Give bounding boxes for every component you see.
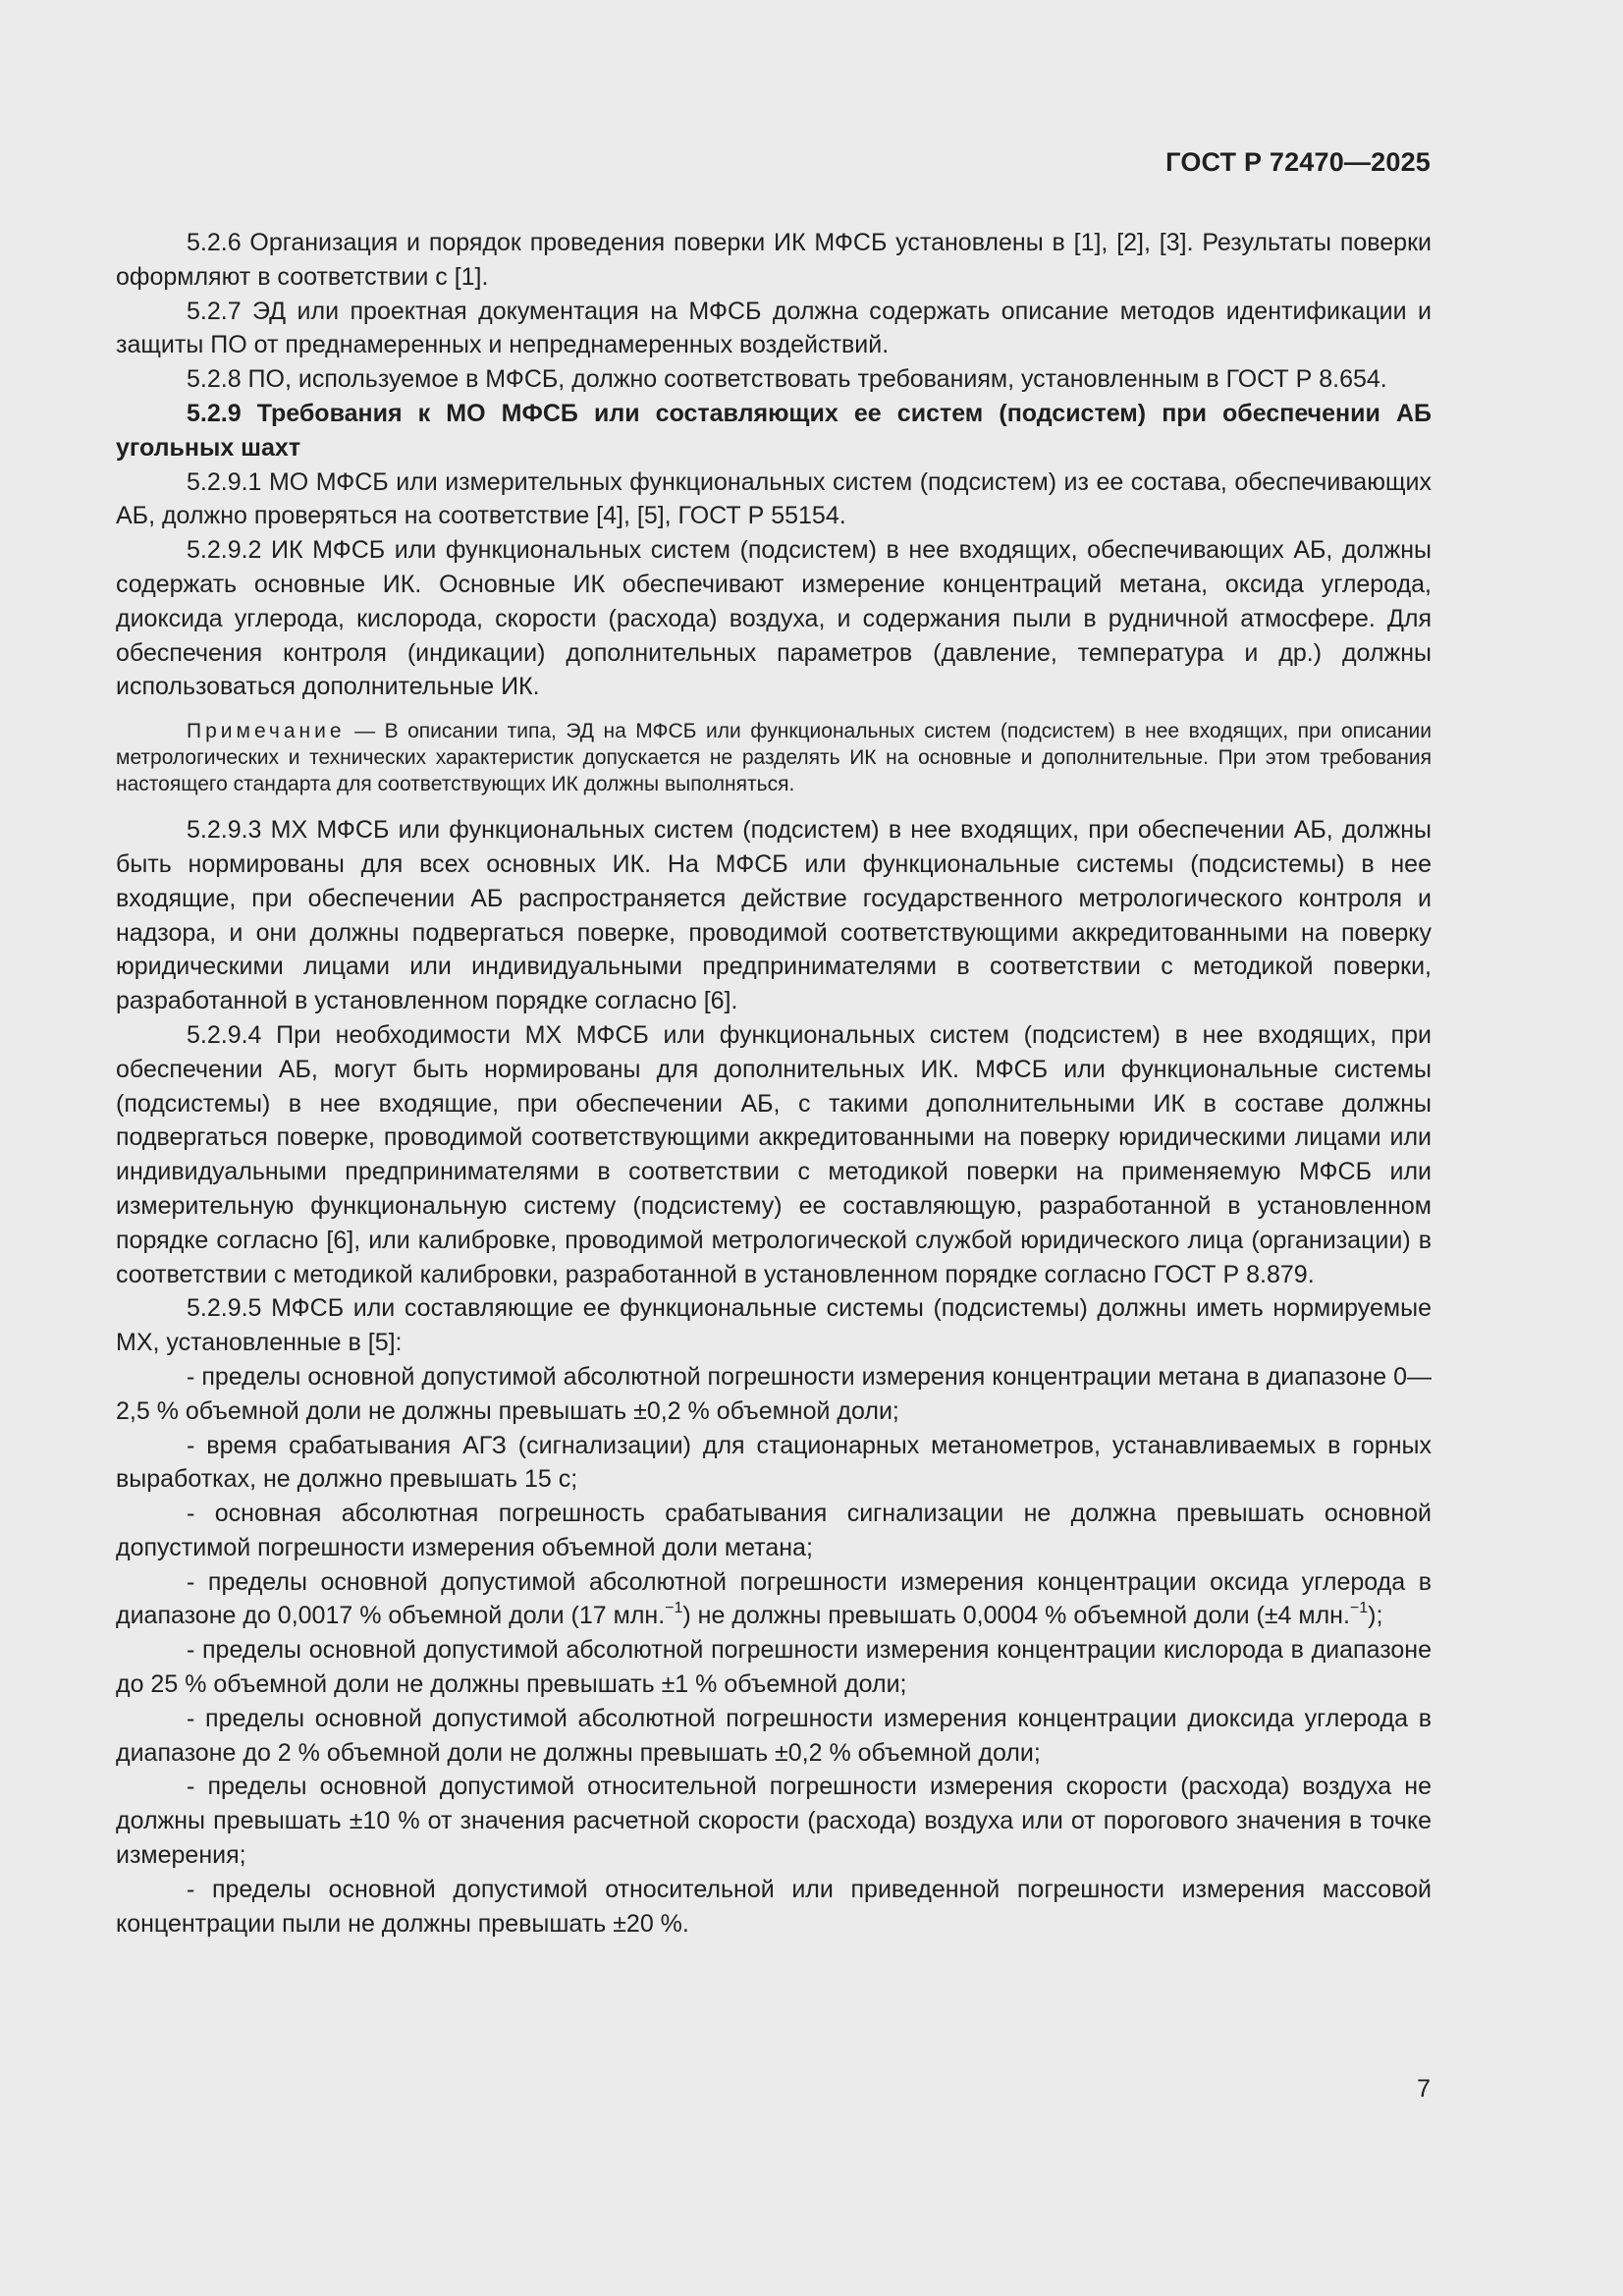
clause-5-2-9-heading: 5.2.9 Требования к МО МФСБ или составляющих ее систем (подсистем) при обеспечении АБ угольных шахт: [116, 399, 1432, 462]
list-item-air-velocity: - пределы основной допустимой относительной погрешности измерения скорости (расхода) воздуха не должны превышать ±10 % от значения расчетной скорости (расхода) воздуха или от порогового значения в точке измерения;: [116, 1773, 1432, 1870]
co-text-a: - пределы основной допустимой абсолютной погрешности измерения концентрации оксида углерода в диапазоне до 0,0017 % объемной доли (17 млн.: [116, 1567, 1432, 1630]
clause-5-2-9-5: 5.2.9.5 МФСБ или составляющие ее функциональные системы (подсистемы) должны иметь нормируемые МХ, установленные в [5]:: [116, 1294, 1432, 1357]
clause-5-2-9-3: 5.2.9.3 МХ МФСБ или функциональных систем (подсистем) в нее входящих, при обеспечении АБ, должны быть нормированы для всех основных ИК. На МФСБ или функциональные системы (подсистемы) в нее входящие, при обеспечении АБ распространяется действие государственного метрологического контроля и надзора, и они должны подвергаться поверке, проводимой соответствующими аккредитованными на поверку юридическими лицами или индивидуальными предпринимателями в соответствии с методикой поверки, разработанной в установленном порядке согласно [6].: [116, 816, 1432, 1015]
clause-5-2-8: 5.2.8 ПО, используемое в МФСБ, должно соответствовать требованиям, установленным в ГОСТ Р 8.654.: [187, 365, 1387, 394]
clause-5-2-9-2: 5.2.9.2 ИК МФСБ или функциональных систем (подсистем) в нее входящих, обеспечивающих АБ, должны содержать основные ИК. Основные ИК обеспечивают измерение концентраций метана, оксида углерода, диоксида углерода, кислорода, скорости (расхода) воздуха, и содержания пыли в рудничной атмосфере. Для обеспечения контроля (индикации) дополнительных параметров (давление, температура и др.) должны использоваться дополнительные ИК.: [116, 536, 1432, 701]
list-item-carbon-dioxide: - пределы основной допустимой абсолютной погрешности измерения концентрации диоксида углерода в диапазоне до 2 % объемной доли не должны превышать ±0,2 % объемной доли;: [116, 1704, 1432, 1767]
list-item-methane: - пределы основной допустимой абсолютной погрешности измерения концентрации метана в диапазоне 0—2,5 % объемной доли не должны превышать ±0,2 % объемной доли;: [116, 1362, 1432, 1425]
note-text: — В описании типа, ЭД на МФСБ или функциональных систем (подсистем) в нее входящих, при описании метрологических и технических характеристик допускается не разделять ИК на основные и дополнительные. При этом требования настоящего стандарта для соответствующих ИК должны выполняться.: [116, 720, 1432, 796]
co-sup-2: −1: [1349, 1600, 1369, 1617]
list-item-alarm-error: - основная абсолютная погрешность срабатывания сигнализации не должна превышать основной допустимой погрешности измерения объемной доли метана;: [116, 1500, 1432, 1561]
list-item-oxygen: - пределы основной допустимой абсолютной погрешности измерения концентрации кислорода в диапазоне до 25 % объемной доли не должны превышать ±1 % объемной доли;: [116, 1636, 1432, 1699]
note: [116, 718, 1432, 797]
clause-5-2-9-4: 5.2.9.4 При необходимости МХ МФСБ или функциональных систем (подсистем) в нее входящих, при обеспечении АБ, могут быть нормированы для дополнительных ИК. МФСБ или функциональные системы (подсистемы) в нее входящие, при обеспечении АБ, с такими дополнительными ИК в составе должны подвергаться поверке, проводимой соответствующими аккредитованными на поверку юридическими лицами или индивидуальными предпринимателями в соответствии с методикой поверки на применяемую МФСБ или измерительную функциональную систему (подсистему) ее составляющую, разработанной в установленном порядке согласно [6], или калибровке, проводимой метрологической службой юридического лица (организации) в соответствии с методикой калибровки, разработанной в установленном порядке согласно ГОСТ Р 8.879.: [116, 1020, 1432, 1288]
co-text-c: );: [1368, 1602, 1383, 1630]
list-item-alarm-time: - время срабатывания АГЗ (сигнализации) для стационарных метанометров, устанавливаемых в горных выработках, не должно превышать 15 с;: [116, 1431, 1432, 1494]
document-header: ГОСТ Р 72470—2025: [1165, 147, 1431, 177]
clause-5-2-9-1: 5.2.9.1 МО МФСБ или измерительных функциональных систем (подсистем) из ее состава, обеспечивающих АБ, должно проверяться на соответствие [4], [5], ГОСТ Р 55154.: [116, 467, 1432, 530]
note-label: Примечание: [187, 720, 346, 743]
co-text-b: ) не должны превышать 0,0004 % объемной доли (±4 млн.: [682, 1602, 1350, 1630]
clause-5-2-7: 5.2.7 ЭД или проектная документация на МФСБ должна содержать описание методов идентификации и защиты ПО от преднамеренных и непреднамеренных воздействий.: [116, 297, 1432, 359]
list-item-carbon-monoxide: [116, 1565, 1432, 1634]
co-sup-1: −1: [665, 1600, 683, 1617]
clause-5-2-6: 5.2.6 Организация и порядок проведения поверки ИК МФСБ установлены в [1], [2], [3]. Результаты поверки оформляют в соответствии с [1].: [116, 229, 1432, 291]
page-number: 7: [1417, 2075, 1431, 2103]
document-body: [116, 226, 1432, 1941]
list-item-dust: - пределы основной допустимой относительной или приведенной погрешности измерения массовой концентрации пыли не должны превышать ±20 %.: [116, 1875, 1432, 1938]
